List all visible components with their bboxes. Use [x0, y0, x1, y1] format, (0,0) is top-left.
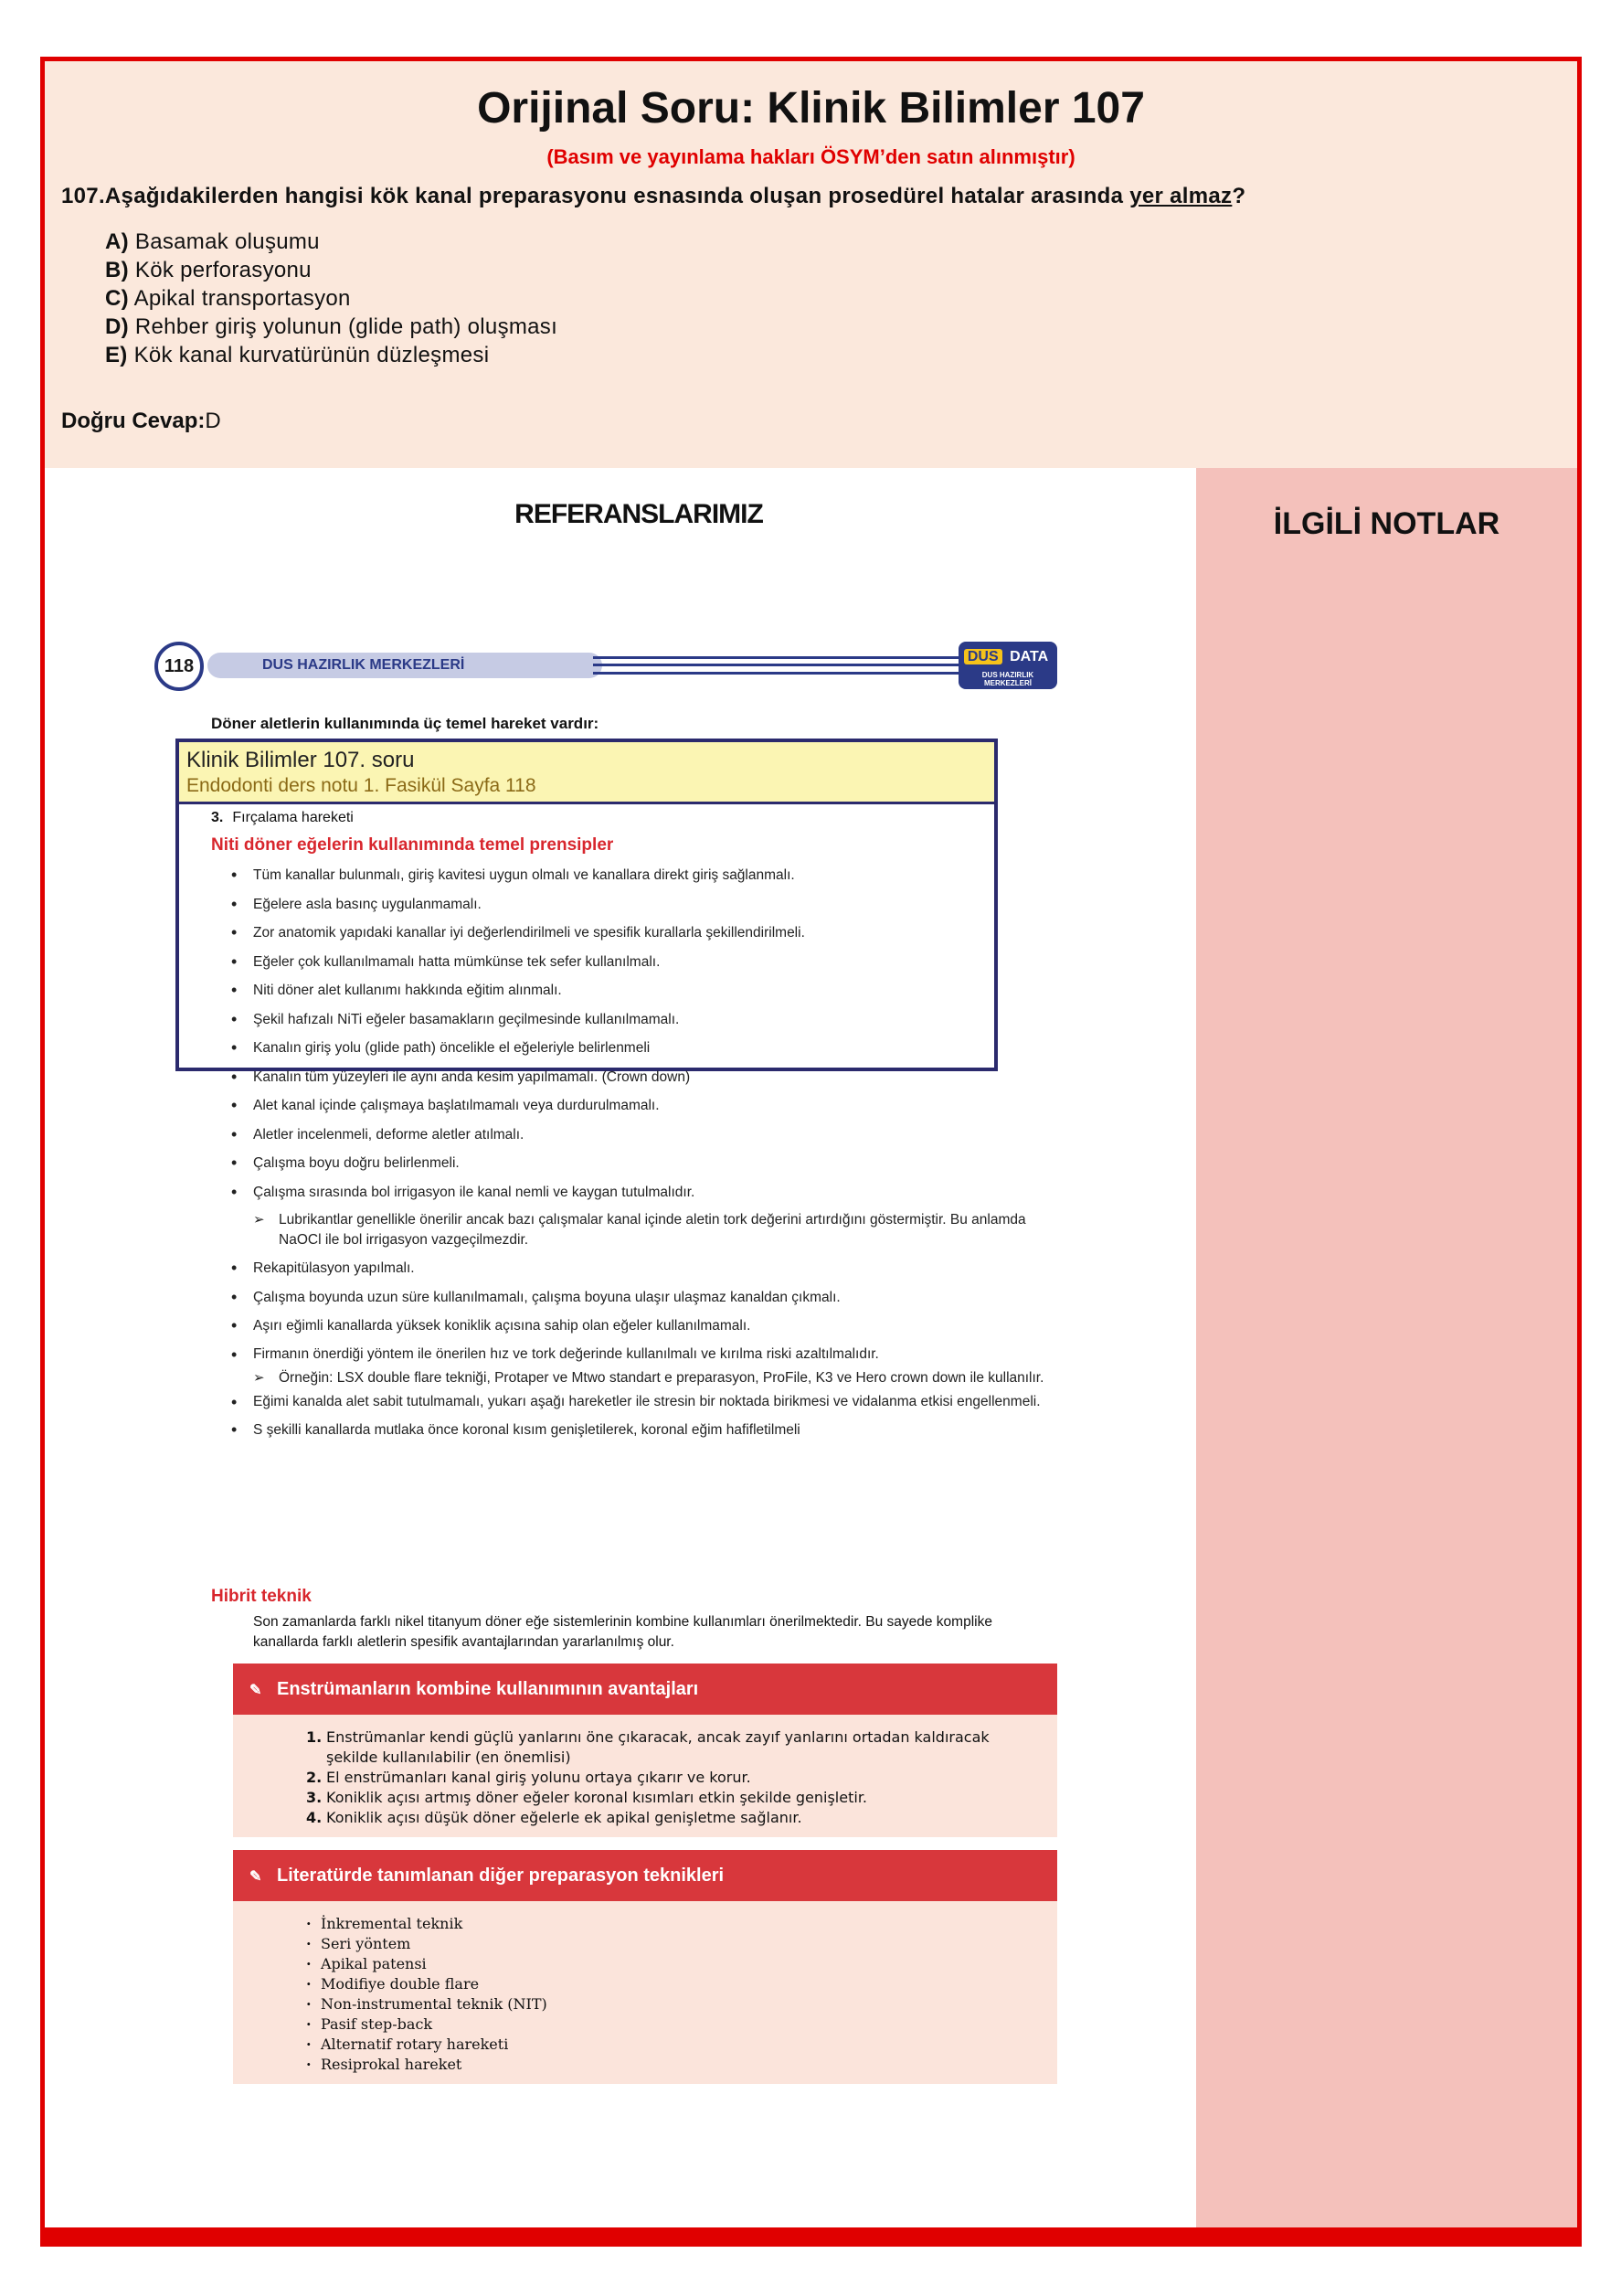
list-item: • Tüm kanallar bulunmalı, giriş kavitesi uygun olmalı ve kanallara direkt giriş sağlanmalı.	[228, 861, 1050, 890]
list-item: • Aletler incelenmeli, deforme aletler atılmalı.	[228, 1121, 1050, 1150]
bottom-bar	[45, 2227, 1577, 2242]
page-frame	[40, 57, 1582, 2247]
list-item: • Eğimi kanalda alet sabit tutulmamalı, yukarı aşağı hareketler ile stresin bir noktada birikmesi ve vidalanma etkisi engellenmeli.	[228, 1392, 1050, 1412]
list-item: · Seri yöntem	[306, 1934, 1039, 1954]
copyright-notice: (Basım ve yayınlama hakları ÖSYM’den satın alınmıştır)	[546, 145, 1075, 168]
advantages-box	[233, 1664, 1057, 1837]
notes-panel	[1196, 468, 1577, 2236]
hibrit-paragraph: Son zamanlarda farklı nikel titanyum döner eğe sistemlerinin kombine kullanımları önerilmektedir. Bu sayede komplike kanallarda farklı aletlerin spesifik avantajlarından yararlanılmış olur.	[253, 1614, 992, 1650]
list-item: · İnkremental teknik	[306, 1914, 1039, 1934]
option-b: B) Kök perforasyonu	[105, 258, 312, 282]
list-item: 1. Enstrümanlar kendi güçlü yanlarını öne çıkaracak, ancak zayıf yanlarını ortadan kaldıracak şekilde kullanılabilir (en önemlisi)	[306, 1728, 990, 1766]
movement-item-3: 3. Fırçalama hareketi	[211, 810, 354, 825]
list-item: · Resiprokal hareket	[306, 2055, 1039, 2075]
list-item: • Eğeler çok kullanılmamalı hatta mümkünse tek sefer kullanılmalı.	[228, 948, 1050, 977]
book-intro: Döner aletlerin kullanımında üç temel hareket vardır:	[211, 715, 599, 732]
list-item: · Apikal patensi	[306, 1954, 1039, 1974]
option-d: D) Rehber giriş yolunun (glide path) oluşması	[105, 314, 558, 339]
correct-answer: Doğru Cevap:D	[61, 409, 221, 433]
list-item: • Firmanın önerdiği yöntem ile önerilen hız ve tork değerinde kullanılmalı ve kırılma riski azaltılmalıdır.	[228, 1345, 1050, 1365]
list-item: · Alternatif rotary hareketi	[306, 2035, 1039, 2055]
list-item: • Alet kanal içinde çalışmaya başlatılmamalı veya durdurulmamalı.	[228, 1091, 1050, 1121]
sub-list-item: ➢ Lubrikantlar genellikle önerilir ancak bazı çalışmalar kanal içinde aletin tork değerini artırdığını göstermiştir. Bu anlamda NaOCl ile bol irrigasyon vazgeçilmezdir.	[228, 1210, 1050, 1250]
list-item: 2. El enstrümanları kanal giriş yolunu ortaya çıkarır ve korur.	[306, 1769, 751, 1786]
list-item: • Zor anatomik yapıdaki kanallar iyi değerlendirilmeli ve spesifik kurallarla şekillendirilmeli.	[228, 919, 1050, 948]
callout-question-ref: Klinik Bilimler 107. soru	[186, 748, 415, 772]
question-emphasis: yer almaz	[1129, 184, 1233, 208]
techniques-list	[233, 1901, 1057, 2084]
references-panel	[45, 468, 1196, 2236]
option-a: A) Basamak oluşumu	[105, 229, 320, 254]
advantages-list	[233, 1715, 1057, 1837]
list-item: • Şekil hafızalı NiTi eğeler basamakların geçilmesinde kullanılmamalı.	[228, 1005, 1050, 1035]
list-item: · Modifiye double flare	[306, 1974, 1039, 1994]
list-item: • S şekilli kanallarda mutlaka önce koronal kısım genişletilerek, koronal eğim hafifletilmeli	[228, 1416, 1050, 1445]
question-title: Orijinal Soru: Klinik Bilimler 107	[477, 84, 1145, 133]
callout-source: Endodonti ders notu 1. Fasikül Sayfa 118	[186, 775, 536, 796]
answer-options	[105, 228, 557, 369]
callout-header	[179, 742, 994, 804]
dusdata-logo: DUS DATA DUS HAZIRLIK MERKEZLERİ	[959, 642, 1057, 689]
references-title: REFERANSLARIMIZ	[514, 499, 763, 529]
sub-list-item: ➢ Örneğin: LSX double flare tekniği, Protaper ve Mtwo standart e preparasyon, ProFile, K3 ve Hero crown down ile kullanılır.	[228, 1368, 1050, 1388]
book-page-number: 118	[154, 642, 204, 691]
list-item: • Kanalın tüm yüzeyleri ile aynı anda kesim yapılmamalı. (Crown down)	[228, 1063, 1050, 1092]
list-item: • Çalışma boyunda uzun süre kullanılmamalı, çalışma boyuna ulaşır ulaşmaz kanaldan çıkmalı.	[228, 1283, 1050, 1313]
list-item: • Rekapitülasyon yapılmalı.	[228, 1254, 1050, 1283]
notes-title: İLGİLİ NOTLAR	[1273, 506, 1500, 541]
list-item: · Non-instrumental teknik (NIT)	[306, 1994, 1039, 2014]
techniques-box-header: ✎ Literatürde tanımlanan diğer preparasyon teknikleri	[233, 1850, 1057, 1901]
techniques-box	[233, 1850, 1057, 2084]
list-item: 3. Koniklik açısı artmış döner eğeler koronal kısımları etkin şekilde genişletir.	[306, 1789, 868, 1806]
question-stem: Aşağıdakilerden hangisi kök kanal preparasyonu esnasında oluşan prosedürel hatalar arasında	[104, 184, 1130, 208]
section-heading-hibrit: Hibrit teknik	[211, 1587, 312, 1606]
question-panel	[45, 61, 1577, 468]
book-header: DUS HAZIRLIK MERKEZLERİ	[207, 653, 602, 678]
question-mark: ?	[1232, 184, 1246, 208]
option-c: C) Apikal transportasyon	[105, 286, 351, 311]
list-item: · Pasif step-back	[306, 2014, 1039, 2035]
header-stripes	[593, 656, 968, 675]
pen-icon: ✎	[249, 1683, 262, 1698]
section-heading-niti: Niti döner eğelerin kullanımında temel prensipler	[211, 835, 614, 855]
list-item: • Eğelere asla basınç uygulanmamalı.	[228, 890, 1050, 919]
list-item: • Kanalın giriş yolu (glide path) öncelikle el eğeleriyle belirlenmeli	[228, 1034, 1050, 1063]
list-item: • Aşırı eğimli kanallarda yüksek koniklik açısına sahip olan eğeler kullanılmamalı.	[228, 1312, 1050, 1341]
list-item: 4. Koniklik açısı düşük döner eğelerle ek apikal genişletme sağlanır.	[306, 1809, 802, 1826]
question-number: 107.	[61, 184, 105, 208]
advantages-box-header: ✎ Enstrümanların kombine kullanımının avantajları	[233, 1664, 1057, 1715]
list-item: • Niti döner alet kullanımı hakkında eğitim alınmalı.	[228, 976, 1050, 1005]
question-text	[61, 184, 1245, 209]
pen-icon: ✎	[249, 1869, 262, 1885]
principles-list	[228, 861, 1050, 1444]
list-item: • Çalışma boyu doğru belirlenmeli.	[228, 1149, 1050, 1178]
list-item: • Çalışma sırasında bol irrigasyon ile kanal nemli ve kaygan tutulmalıdır.	[228, 1178, 1050, 1207]
option-e: E) Kök kanal kurvatürünün düzleşmesi	[105, 343, 490, 367]
